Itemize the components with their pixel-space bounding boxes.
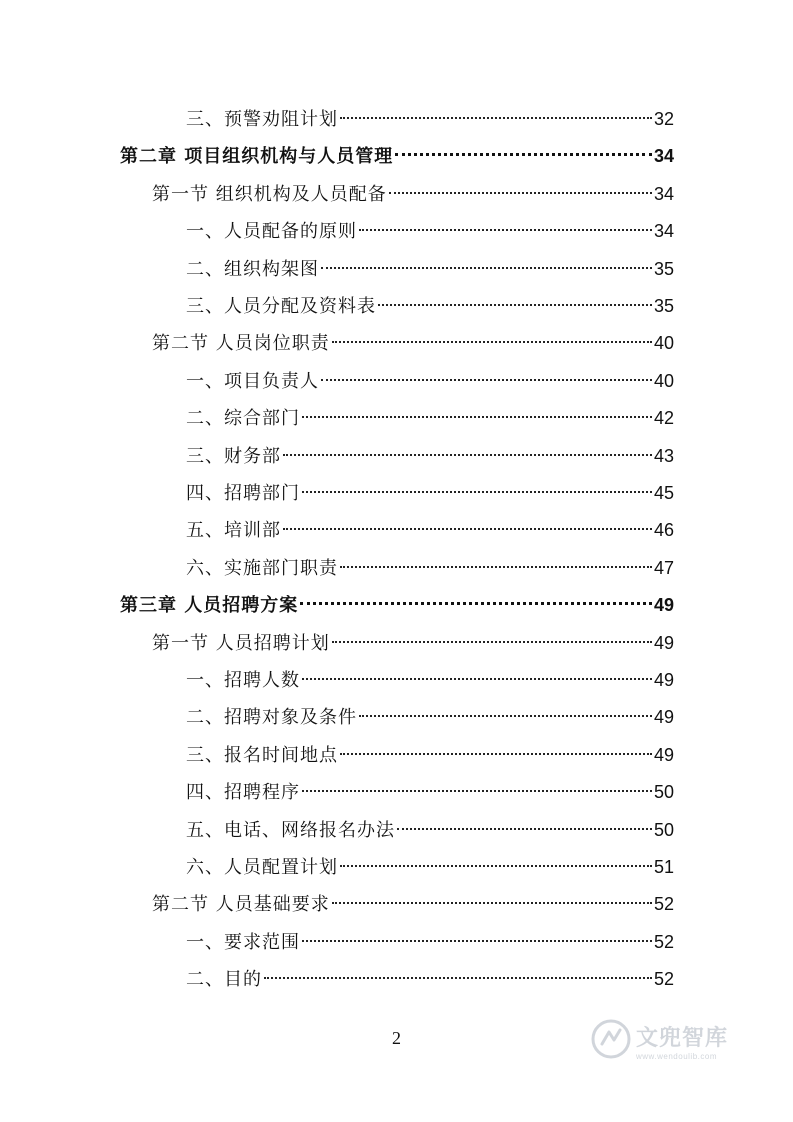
toc-entry-title: 第一节 组织机构及人员配备 [152,183,387,205]
toc-entry-title: 六、实施部门职责 [186,557,338,579]
dot-leader [340,117,652,119]
toc-entry[interactable] [152,886,674,923]
toc-entry-title: 第三章 人员招聘方案 [120,595,299,617]
toc-entry-title: 第二节 人员基础要求 [152,894,330,916]
toc-entry-title: 三、预警劝阻计划 [186,109,338,130]
dot-leader [302,491,652,493]
toc-entry-page: 45 [653,483,674,503]
dot-leader [397,828,652,830]
toc-entry-page: 49 [653,707,674,728]
toc-entry[interactable] [186,924,674,961]
toc-entry-title: 六、人员配置计划 [186,857,338,878]
toc-entry-page: 47 [653,557,674,578]
toc-entry-page: 42 [653,408,674,429]
dot-leader [332,341,652,343]
toc-entry[interactable] [186,812,674,849]
dot-leader [302,940,652,942]
toc-entry-page: 50 [653,782,674,803]
toc-entry-title: 一、要求范围 [186,931,300,953]
dot-leader [359,715,652,717]
toc-entry-page: 43 [653,445,674,466]
toc-entry-page: 49 [653,744,674,765]
dot-leader [359,229,652,231]
dot-leader [264,977,652,979]
toc-entry[interactable] [186,475,674,512]
toc-entry-page: 34 [653,221,674,242]
toc-entry[interactable] [186,737,674,774]
toc-entry-page: 35 [653,258,674,279]
dot-leader [378,304,652,306]
toc-entry-title: 一、项目负责人 [186,370,319,392]
dot-leader [300,602,652,605]
toc-entry[interactable] [186,363,674,400]
dot-leader [340,566,652,568]
toc-entry-page: 46 [653,520,674,541]
dot-leader [389,192,652,194]
toc-entry-title: 一、招聘人数 [186,670,300,691]
dot-leader [332,641,652,643]
toc-entry-title: 四、招聘部门 [186,483,300,504]
toc-entry[interactable] [186,101,674,138]
toc-entry-page: 34 [653,183,674,204]
toc-entry[interactable] [152,176,674,213]
dot-leader [395,153,652,156]
toc-entry[interactable] [186,961,674,998]
toc-entry-page: 40 [653,333,674,354]
toc-entry[interactable] [186,849,674,886]
toc-entry-page: 49 [653,670,674,690]
watermark [590,1018,728,1064]
toc-entry-title: 三、人员分配及资料表 [186,296,376,317]
toc-entry-page: 51 [653,857,674,877]
toc-entry-page: 32 [653,109,674,129]
dot-leader [302,678,652,680]
dot-leader [302,790,652,792]
watermark-name: 文兜智库 [636,1026,729,1051]
toc-entry[interactable] [186,662,674,699]
toc-entry-title: 三、报名时间地点 [186,744,338,766]
toc-entry-title: 一、人员配备的原则 [186,221,357,243]
toc-entry-page: 52 [653,931,674,952]
toc-entry-title: 二、组织构架图 [186,258,319,280]
watermark-url: www.wendoulib.com [636,1052,717,1061]
toc-entry[interactable] [186,400,674,437]
dot-leader [321,379,652,381]
toc-entry-title: 二、目的 [186,969,262,991]
toc-entry-title: 第二章 项目组织机构与人员管理 [120,146,394,168]
toc-entry-page: 49 [653,595,674,616]
dot-leader [332,902,652,904]
toc-entry[interactable] [186,438,674,475]
toc-entry-page: 50 [653,819,674,840]
toc-entry-page: 40 [653,370,674,391]
toc-entry[interactable] [186,288,674,325]
dot-leader [340,865,652,867]
toc-entry-page: 52 [653,969,674,990]
toc-entry-title: 三、财务部 [186,445,281,467]
dot-leader [321,267,652,269]
brand-logo-icon [590,1018,632,1064]
toc-entry[interactable] [152,325,674,362]
page-number: 2 [392,1028,401,1048]
dot-leader [283,528,652,530]
toc-entry-page: 49 [653,632,674,653]
toc-entry[interactable] [186,774,674,811]
toc-entry-title: 五、培训部 [186,520,281,542]
toc-entry[interactable] [120,587,674,624]
toc-entry-page: 52 [653,894,674,915]
toc-entry[interactable] [186,213,674,250]
toc-entry[interactable] [186,699,674,736]
toc-entry[interactable] [186,251,674,288]
dot-leader [283,454,652,456]
toc-entry-title: 二、招聘对象及条件 [186,707,357,729]
toc-entry-title: 第一节 人员招聘计划 [152,632,330,654]
toc-entry-title: 第二节 人员岗位职责 [152,333,330,355]
toc-entry-title: 五、电话、网络报名办法 [186,819,395,841]
toc-entry[interactable] [186,550,674,587]
toc-entry[interactable] [152,625,674,662]
toc-entry-page: 35 [653,296,674,316]
toc-entry[interactable] [120,138,674,175]
dot-leader [340,753,652,755]
toc-entry-title: 四、招聘程序 [186,782,300,804]
toc-entry-title: 二、综合部门 [186,408,300,430]
toc-entry-page: 34 [653,146,674,167]
dot-leader [302,416,652,418]
toc-entry[interactable] [186,512,674,549]
